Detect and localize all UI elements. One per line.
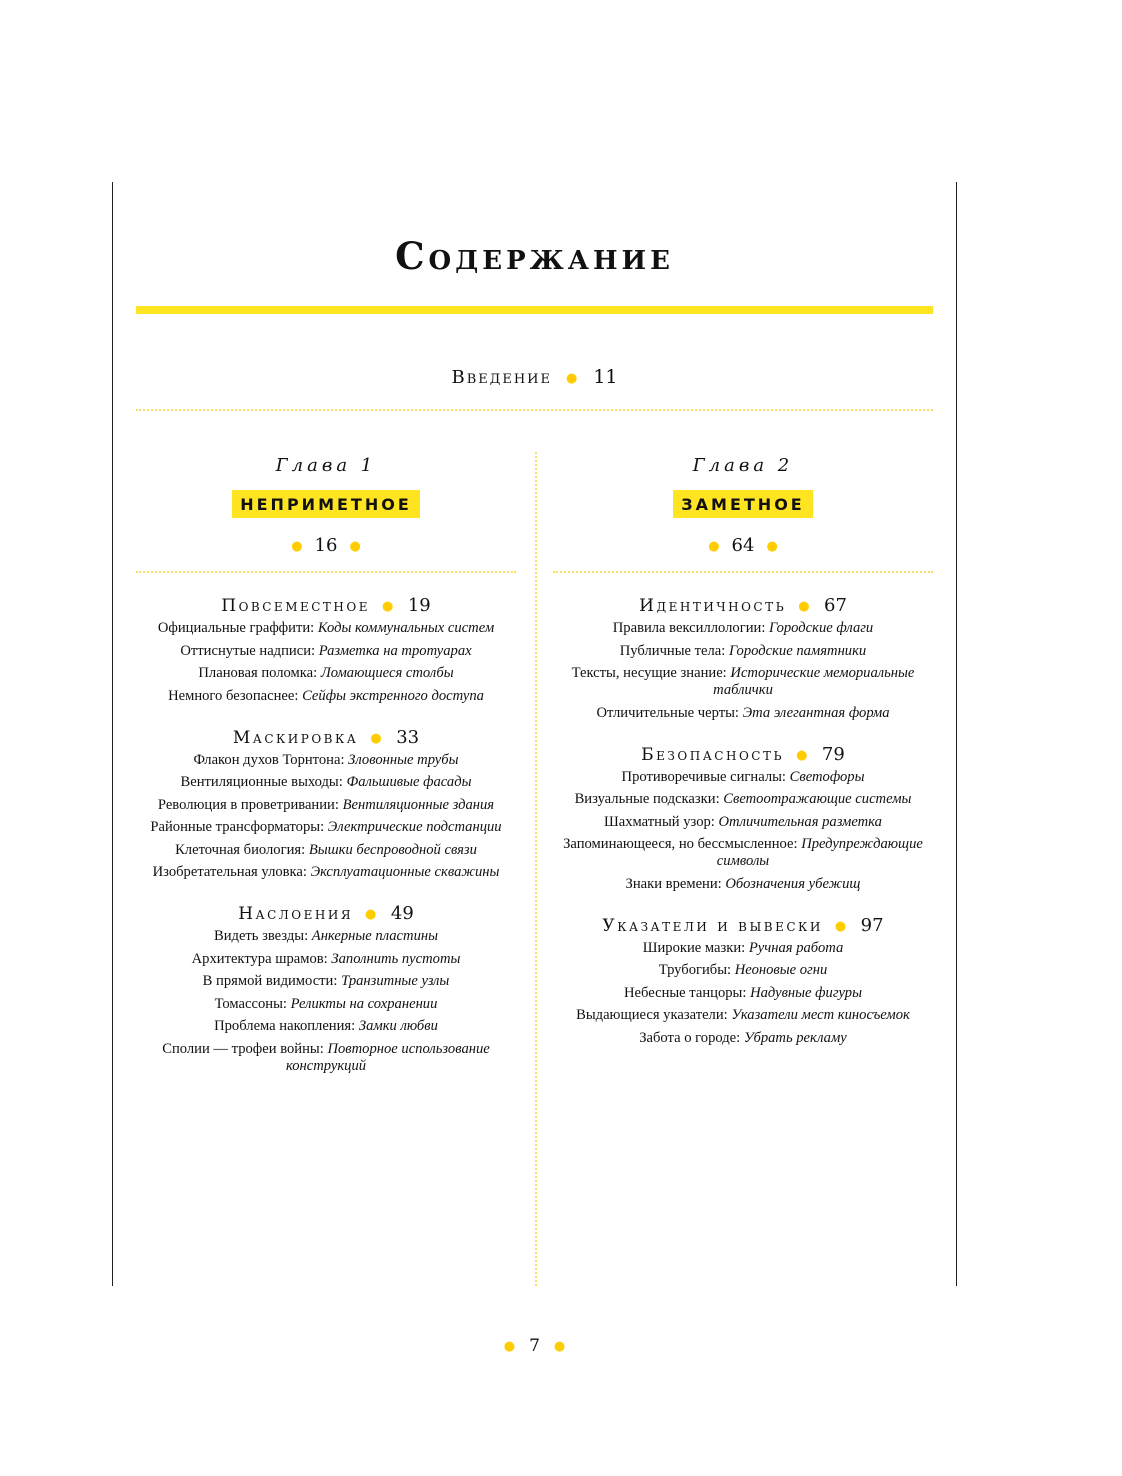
- entry-detail: Обозначения убежищ: [725, 875, 861, 892]
- chapter-2-divider: [553, 571, 933, 573]
- entry-detail: Надувные фигуры: [750, 984, 862, 1001]
- toc-section: [553, 744, 933, 893]
- intro-divider: [136, 409, 933, 411]
- bullet-dot-icon: ●: [291, 538, 303, 554]
- bullet-dot-icon: ●: [553, 1339, 566, 1354]
- entry-term: Видеть звезды:: [213, 928, 309, 944]
- toc-entry: [553, 836, 933, 870]
- bullet-dot-icon: ●: [503, 1339, 516, 1354]
- entry-detail: Коды коммунальных систем: [317, 620, 495, 636]
- bullet-dot-icon: ●: [834, 918, 849, 934]
- entry-term: Клеточная биология:: [175, 841, 306, 858]
- section-page: 79: [821, 743, 845, 765]
- intro-label: Введение: [451, 367, 552, 388]
- column-divider: [535, 452, 537, 1286]
- entry-term: Томассоны:: [214, 995, 287, 1012]
- toc-entry: [136, 774, 516, 791]
- chapter-1-divider: [136, 571, 516, 573]
- entry-detail: Исторические мемориальные таблички: [713, 665, 915, 698]
- toc-entry: [136, 643, 516, 660]
- entry-term: Плановая поломка:: [198, 665, 318, 681]
- bullet-dot-icon: ●: [708, 538, 720, 554]
- toc-entry: [136, 1041, 516, 1075]
- section-heading: [136, 903, 516, 924]
- entry-term: Противоречивые сигналы:: [621, 768, 786, 785]
- entry-term: Районные трансформаторы:: [150, 819, 325, 835]
- bullet-dot-icon: ●: [349, 538, 361, 554]
- toc-section: [136, 595, 516, 705]
- entry-term: Официальные граффити:: [157, 620, 315, 636]
- toc-entry: [136, 1018, 516, 1035]
- entry-detail: Эксплуатационные скважины: [310, 864, 500, 880]
- chapter-1-badge-wrap: [136, 490, 516, 518]
- entry-detail: Повторное использование конструкций: [285, 1040, 490, 1074]
- bullet-dot-icon: ●: [796, 747, 810, 763]
- entry-detail: Реликты на сохранении: [290, 995, 438, 1012]
- section-heading: [553, 595, 933, 616]
- entry-term: Тексты, несущие знание:: [571, 665, 727, 681]
- entry-detail: Зловонные трубы: [348, 751, 459, 768]
- entry-term: Архитектура шрамов:: [191, 950, 328, 967]
- bullet-dot-icon: ●: [565, 370, 580, 386]
- chapter-2-name: ЗАМЕТНОЕ: [673, 490, 812, 518]
- entry-term: Проблема накопления:: [214, 1018, 356, 1034]
- entry-term: Флакон духов Торнтона:: [193, 751, 345, 768]
- entry-detail: Разметка на тротуарах: [318, 642, 472, 659]
- entry-detail: Ручная работа: [748, 939, 844, 956]
- chapter-2-sections: [553, 595, 933, 1069]
- intro-page: 11: [593, 366, 618, 388]
- entry-detail: Вентиляционные здания: [342, 796, 495, 813]
- section-page: 33: [396, 726, 420, 748]
- chapter-2-label: Глава 2: [692, 455, 794, 476]
- section-title: Указатели и вывески: [602, 915, 823, 936]
- section-page: 67: [824, 595, 847, 616]
- toc-entry: [136, 996, 516, 1013]
- entry-term: Оттиснутые надписи:: [180, 642, 316, 659]
- title-underline: [136, 306, 933, 314]
- toc-entry: [136, 665, 516, 682]
- section-title: Маскировка: [232, 727, 359, 748]
- section-title: Повсеместное: [221, 596, 370, 616]
- toc-entry: [553, 962, 933, 979]
- entry-term: Публичные тела:: [619, 642, 726, 659]
- intro-entry: [136, 366, 933, 388]
- entry-detail: Вышки беспроводной связи: [308, 841, 477, 858]
- entry-detail: Эта элегантная форма: [742, 704, 890, 721]
- toc-entry: [136, 928, 516, 945]
- entry-term: Забота о городе:: [639, 1029, 741, 1046]
- chapter-1-name: НЕПРИМЕТНОЕ: [232, 490, 420, 518]
- toc-entry: [136, 842, 516, 859]
- toc-section: [136, 727, 516, 882]
- toc-entry: [553, 876, 933, 893]
- entry-term: Немного безопаснее:: [168, 687, 299, 704]
- section-page: 49: [390, 903, 414, 924]
- toc-entry: [136, 752, 516, 769]
- entry-detail: Электрические подстанции: [327, 819, 502, 835]
- bullet-dot-icon: ●: [798, 599, 813, 614]
- bullet-dot-icon: ●: [370, 730, 385, 746]
- entry-detail: Городские флаги: [769, 620, 874, 636]
- entry-term: Выдающиеся указатели:: [576, 1007, 728, 1023]
- section-page: 19: [407, 595, 431, 616]
- left-margin-line: [112, 182, 113, 1286]
- entry-term: Сполии — трофеи войны:: [162, 1040, 324, 1057]
- entry-detail: Ломающиеся столбы: [320, 665, 454, 681]
- entry-term: Вентиляционные выходы:: [180, 774, 343, 790]
- section-heading: [136, 595, 516, 616]
- bullet-dot-icon: ●: [766, 538, 778, 554]
- entry-term: Визуальные подсказки:: [574, 791, 720, 807]
- entry-term: Правила вексиллологии:: [612, 620, 766, 636]
- entry-term: Запоминающееся, но бессмысленное:: [563, 836, 798, 852]
- toc-entry: [553, 1030, 933, 1047]
- toc-entry: [553, 1007, 933, 1024]
- entry-term: В прямой видимости:: [202, 973, 338, 989]
- entry-term: Трубогибы:: [658, 962, 732, 978]
- entry-detail: Заполнить пустоты: [331, 950, 461, 967]
- entry-detail: Замки любви: [358, 1018, 438, 1034]
- toc-entry: [553, 643, 933, 660]
- toc-entry: [553, 791, 933, 808]
- toc-entry: [136, 973, 516, 990]
- entry-term: Знаки времени:: [625, 875, 722, 892]
- page-number: [0, 1336, 1069, 1356]
- entry-detail: Анкерные пластины: [311, 928, 438, 944]
- toc-section: [553, 915, 933, 1047]
- toc-entry: [136, 797, 516, 814]
- section-heading: [553, 915, 933, 936]
- section-title: Безопасность: [641, 744, 785, 765]
- entry-term: Шахматный узор:: [604, 813, 715, 830]
- chapter-2-page-number: 64: [731, 535, 755, 556]
- entry-detail: Городские памятники: [728, 642, 867, 659]
- section-heading: [553, 744, 933, 765]
- toc-entry: [136, 864, 516, 881]
- right-margin-line: [956, 182, 957, 1286]
- page-title: Содержание: [395, 234, 674, 278]
- section-title: Идентичность: [639, 596, 787, 616]
- entry-term: Отличительные черты:: [596, 704, 739, 721]
- entry-detail: Убрать рекламу: [743, 1029, 847, 1046]
- toc-entry: [136, 951, 516, 968]
- toc-entry: [553, 705, 933, 722]
- entry-term: Небесные танцоры:: [624, 984, 747, 1001]
- entry-detail: Сейфы экстренного доступа: [302, 687, 484, 704]
- section-heading: [136, 727, 516, 748]
- bullet-dot-icon: ●: [381, 599, 396, 614]
- entry-term: Революция в проветривании:: [157, 796, 339, 813]
- chapter-1-page: [136, 535, 516, 556]
- toc-entry: [136, 819, 516, 836]
- entry-detail: Отличительная разметка: [718, 813, 882, 830]
- section-page: 97: [860, 914, 884, 936]
- toc-entry: [553, 940, 933, 957]
- chapter-1-page-number: 16: [314, 535, 338, 556]
- entry-detail: Транзитные узлы: [341, 973, 450, 989]
- toc-section: [136, 903, 516, 1075]
- toc-entry: [553, 814, 933, 831]
- entry-detail: Фальшивые фасады: [346, 774, 472, 790]
- entry-detail: Предупреждающие символы: [716, 836, 923, 869]
- chapter-2-badge-wrap: [553, 490, 933, 518]
- chapter-1-sections: [136, 595, 516, 1097]
- toc-entry: [553, 985, 933, 1002]
- toc-entry: [136, 620, 516, 637]
- entry-detail: Светофоры: [789, 768, 865, 785]
- bullet-dot-icon: ●: [365, 907, 379, 922]
- toc-section: [553, 595, 933, 722]
- entry-term: Изобретательная уловка:: [152, 864, 307, 880]
- entry-detail: Неоновые огни: [734, 962, 828, 978]
- entry-term: Широкие мазки:: [642, 939, 746, 956]
- toc-entry: [553, 665, 933, 699]
- entry-detail: Светоотражающие системы: [723, 791, 912, 807]
- entry-detail: Указатели мест киносъемок: [731, 1007, 910, 1023]
- page-number-value: 7: [529, 1336, 540, 1356]
- chapter-2-page: [553, 535, 933, 556]
- section-title: Наслоения: [238, 904, 354, 924]
- chapter-1-label: Глава 1: [275, 455, 377, 476]
- toc-entry: [553, 769, 933, 786]
- toc-entry: [553, 620, 933, 637]
- toc-entry: [136, 688, 516, 705]
